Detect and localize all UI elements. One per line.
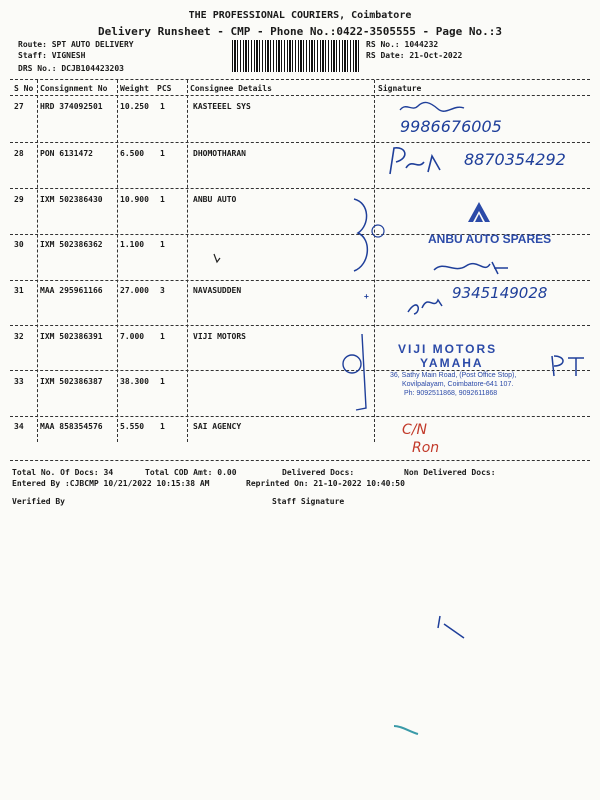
row-28-consignee: DHOMOTHARAN: [193, 149, 246, 158]
handwritten-phone-28: 8870354292: [464, 150, 566, 169]
pen-mark-lower: [434, 612, 474, 642]
row-28-consignment: PON 6131472: [40, 149, 93, 158]
row-32-rule: [10, 370, 590, 371]
viji-stamp-phone: Ph: 9092511868, 9092611868: [404, 390, 498, 397]
row-32-consignment: IXM 502386391: [40, 332, 103, 341]
row-29-sno: 29: [14, 195, 24, 204]
rs-date: RS Date: 21-Oct-2022: [366, 51, 463, 60]
drs-number: DRS No.: DCJB104423203: [18, 64, 124, 73]
row-28-weight: 6.500: [120, 149, 145, 158]
row-32-sno: 32: [14, 332, 24, 341]
col-consignee: Consignee Details: [190, 84, 272, 93]
footer-non-delivered: Non Delivered Docs:: [404, 468, 496, 477]
row-31-pcs: 3: [160, 286, 165, 295]
route-label: Route: SPT AUTO DELIVERY: [18, 40, 134, 49]
row-34-consignee: SAI AGENCY: [193, 422, 242, 431]
row-33-sno: 33: [14, 377, 24, 386]
row-30-weight: 1.100: [120, 240, 145, 249]
signature-32: [548, 350, 588, 380]
viji-stamp-address1: 36, Sathy Main Road, (Post Office Stop),: [390, 372, 517, 379]
row-30-rule: [10, 280, 590, 281]
col-rule-1: [37, 80, 38, 442]
row-27-rule: [10, 142, 590, 143]
handwritten-note-34-line1: C/N: [402, 422, 427, 438]
row-30-sno: 30: [14, 240, 24, 249]
row-34-weight: 5.550: [120, 422, 145, 431]
signature-30: [430, 258, 510, 278]
row-31-sno: 31: [14, 286, 24, 295]
col-pcs: PCS: [157, 84, 172, 93]
col-signature: Signature: [378, 84, 422, 93]
col-rule-2: [117, 80, 118, 442]
row-29-consignee: ANBU AUTO: [193, 195, 237, 204]
row-27-consignment: HRD 374092501: [40, 102, 103, 111]
row-31-weight: 27.000: [120, 286, 149, 295]
row-28-sno: 28: [14, 149, 24, 158]
row-32-consignee: VIJI MOTORS: [193, 332, 246, 341]
row-32-pcs: 1: [160, 332, 165, 341]
bracket-mark-29-30: [348, 195, 388, 275]
row-27-weight: 10.250: [120, 102, 149, 111]
row-34-sno: 34: [14, 422, 24, 431]
staff-label: Staff: VIGNESH: [18, 51, 86, 60]
footer-staff-signature: Staff Signature: [272, 497, 345, 506]
row-29-consignment: IXM 502386430: [40, 195, 103, 204]
col-weight: Weight: [120, 84, 149, 93]
bracket-mark-32-33: [336, 328, 376, 414]
company-title: THE PROFESSIONAL COURIERS, Coimbatore: [188, 10, 412, 21]
row-28-rule: [10, 188, 590, 189]
header-top-rule: [10, 79, 590, 80]
anbu-logo-icon: [466, 200, 492, 228]
footer-delivered: Delivered Docs:: [282, 468, 355, 477]
handwritten-phone-31: 9345149028: [452, 284, 548, 302]
viji-stamp-line1: VIJI MOTORS: [398, 342, 498, 356]
row-34-pcs: 1: [160, 422, 165, 431]
anbu-stamp-text: ANBU AUTO SPARES: [428, 232, 552, 246]
runsheet-title: Delivery Runsheet - CMP - Phone No.:0422-3505555 - Page No.:3: [98, 25, 502, 38]
col-sno: S No: [14, 84, 34, 93]
row-30-pcs: 1: [160, 240, 165, 249]
footer-total-docs: Total No. Of Docs: 34: [12, 468, 114, 477]
col-consignment: Consignment No: [40, 84, 108, 93]
row-32-weight: 7.000: [120, 332, 145, 341]
stray-mark: [212, 252, 222, 264]
handwritten-note-34-line2: Ron: [412, 440, 440, 456]
plus-mark: +: [364, 292, 369, 301]
row-28-pcs: 1: [160, 149, 165, 158]
row-31-consignment: MAA 295961166: [40, 286, 103, 295]
row-27-pcs: 1: [160, 102, 165, 111]
row-33-rule: [10, 416, 590, 417]
footer-total-cod: Total COD Amt: 0.00: [145, 468, 237, 477]
footer-entered-by: Entered By :CJBCMP 10/21/2022 10:15:38 AM: [12, 479, 210, 488]
row-34-consignment: MAA 858354576: [40, 422, 103, 431]
handwritten-phone-27: 9986676005: [400, 117, 502, 136]
pen-mark-bottom: [392, 722, 422, 738]
row-33-consignment: IXM 502386387: [40, 377, 103, 386]
row-33-weight: 38.300: [120, 377, 149, 386]
row-29-weight: 10.900: [120, 195, 149, 204]
barcode: [232, 40, 360, 72]
footer-reprinted: Reprinted On: 21-10-2022 10:40:50: [246, 479, 405, 488]
footer-verified-by: Verified By: [12, 497, 65, 506]
row-30-consignment: IXM 502386362: [40, 240, 103, 249]
table-bottom-rule: [10, 460, 590, 461]
row-29-pcs: 1: [160, 195, 165, 204]
row-27-consignee: KASTEEEL SYS: [193, 102, 251, 111]
rs-number: RS No.: 1044232: [366, 40, 439, 49]
viji-stamp-line2: YAMAHA: [420, 356, 484, 370]
col-rule-3: [187, 80, 188, 442]
signature-31: [404, 290, 446, 318]
header-bottom-rule: [10, 95, 590, 96]
viji-stamp-address2: Kovilpalayam, Coimbatore-641 107.: [402, 381, 514, 388]
row-33-pcs: 1: [160, 377, 165, 386]
row-27-sno: 27: [14, 102, 24, 111]
row-31-consignee: NAVASUDDEN: [193, 286, 242, 295]
row-31-rule: [10, 325, 590, 326]
